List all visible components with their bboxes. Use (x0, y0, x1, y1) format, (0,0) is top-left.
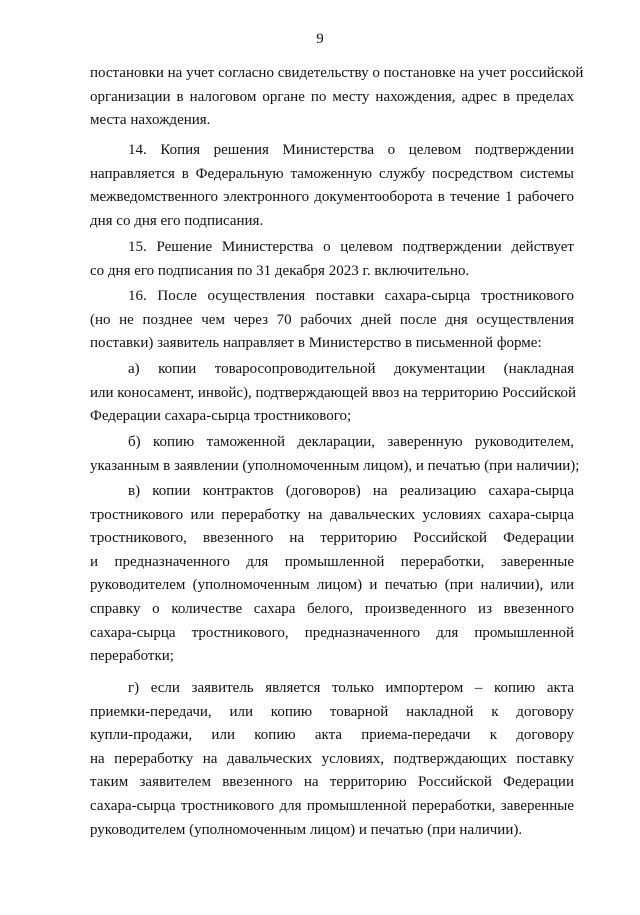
paragraph-p-cont (90, 62, 584, 133)
text-line: поставки) заявитель направляет в Министерство в письменной форме: (90, 335, 542, 352)
text-line: дня со дня его подписания. (90, 212, 264, 229)
paragraph-p16c (90, 480, 574, 669)
text-line: купли-продажи, или копию акта приема-передачи к договору (90, 727, 574, 744)
paragraph-p16g (90, 677, 574, 842)
text-line: межведомственного электронного документооборота в течение 1 рабочего (90, 189, 574, 206)
paragraph-p16 (90, 285, 574, 356)
text-line: со дня его подписания по 31 декабря 2023 г. включительно. (90, 262, 470, 279)
paragraph-p15 (90, 236, 574, 283)
text-line: а) копии товаросопроводительной документации (накладная (128, 361, 574, 377)
page-number: 9 (316, 31, 324, 47)
text-line: руководителем (уполномоченным лицом) и печатью (при наличии). (90, 821, 523, 838)
text-line: в) копии контрактов (договоров) на реализацию сахара-сырца (128, 483, 574, 499)
paragraph-p14 (90, 139, 574, 233)
text-line: б) копию таможенной декларации, заверенную руководителем, (128, 434, 574, 450)
text-line: и предназначенного для промышленной переработки, заверенные (90, 553, 574, 570)
text-line: справку о количестве сахара белого, произведенного из ввезенного (90, 600, 574, 617)
text-line: или коносамент, инвойс), подтверждающей ввоз на территорию Российской (90, 384, 576, 401)
text-line: на переработку на давальческих условиях, подтверждающих поставку (90, 750, 574, 767)
text-line: указанным в заявлении (уполномоченным лицом), и печатью (при наличии); (90, 457, 580, 474)
text-line: сахара-сырца тростникового, предназначенного для промышленной (90, 624, 574, 641)
text-line: 15. Решение Министерства о целевом подтверждении действует (128, 239, 574, 255)
text-line: г) если заявитель является только импортером – копию акта (128, 680, 574, 696)
text-line: 16. После осуществления поставки сахара-сырца тростникового (128, 288, 574, 304)
text-line: руководителем (уполномоченным лицом) и печатью (при наличии), или (90, 577, 574, 594)
text-line: постановки на учет согласно свидетельству о постановке на учет российской (90, 65, 584, 81)
text-line: переработки; (90, 648, 174, 665)
paragraph-p16b (90, 431, 580, 478)
text-line: Федерации сахара-сырца тростникового; (90, 408, 352, 425)
text-line: организации в налоговом органе по месту нахождения, адрес в пределах (90, 88, 574, 105)
text-line: тростникового, ввезенного на территорию Российской Федерации (90, 530, 574, 547)
text-line: направляется в Федеральную таможенную службу посредством системы (90, 165, 574, 182)
text-line: таким заявителем ввезенного на территорию Российской Федерации (90, 774, 574, 791)
text-line: 14. Копия решения Министерства о целевом подтверждении (128, 142, 574, 158)
paragraph-p16a (90, 358, 574, 429)
text-line: (но не позднее чем через 70 рабочих дней после дня осуществления (90, 311, 574, 328)
text-line: места нахождения. (90, 112, 211, 129)
text-line: приемки-передачи, или копию товарной накладной к договору (90, 703, 574, 720)
text-line: тростникового или переработку на давальческих условиях сахара-сырца (90, 506, 574, 523)
text-line: сахара-сырца тростникового для промышленной переработки, заверенные (90, 797, 574, 814)
